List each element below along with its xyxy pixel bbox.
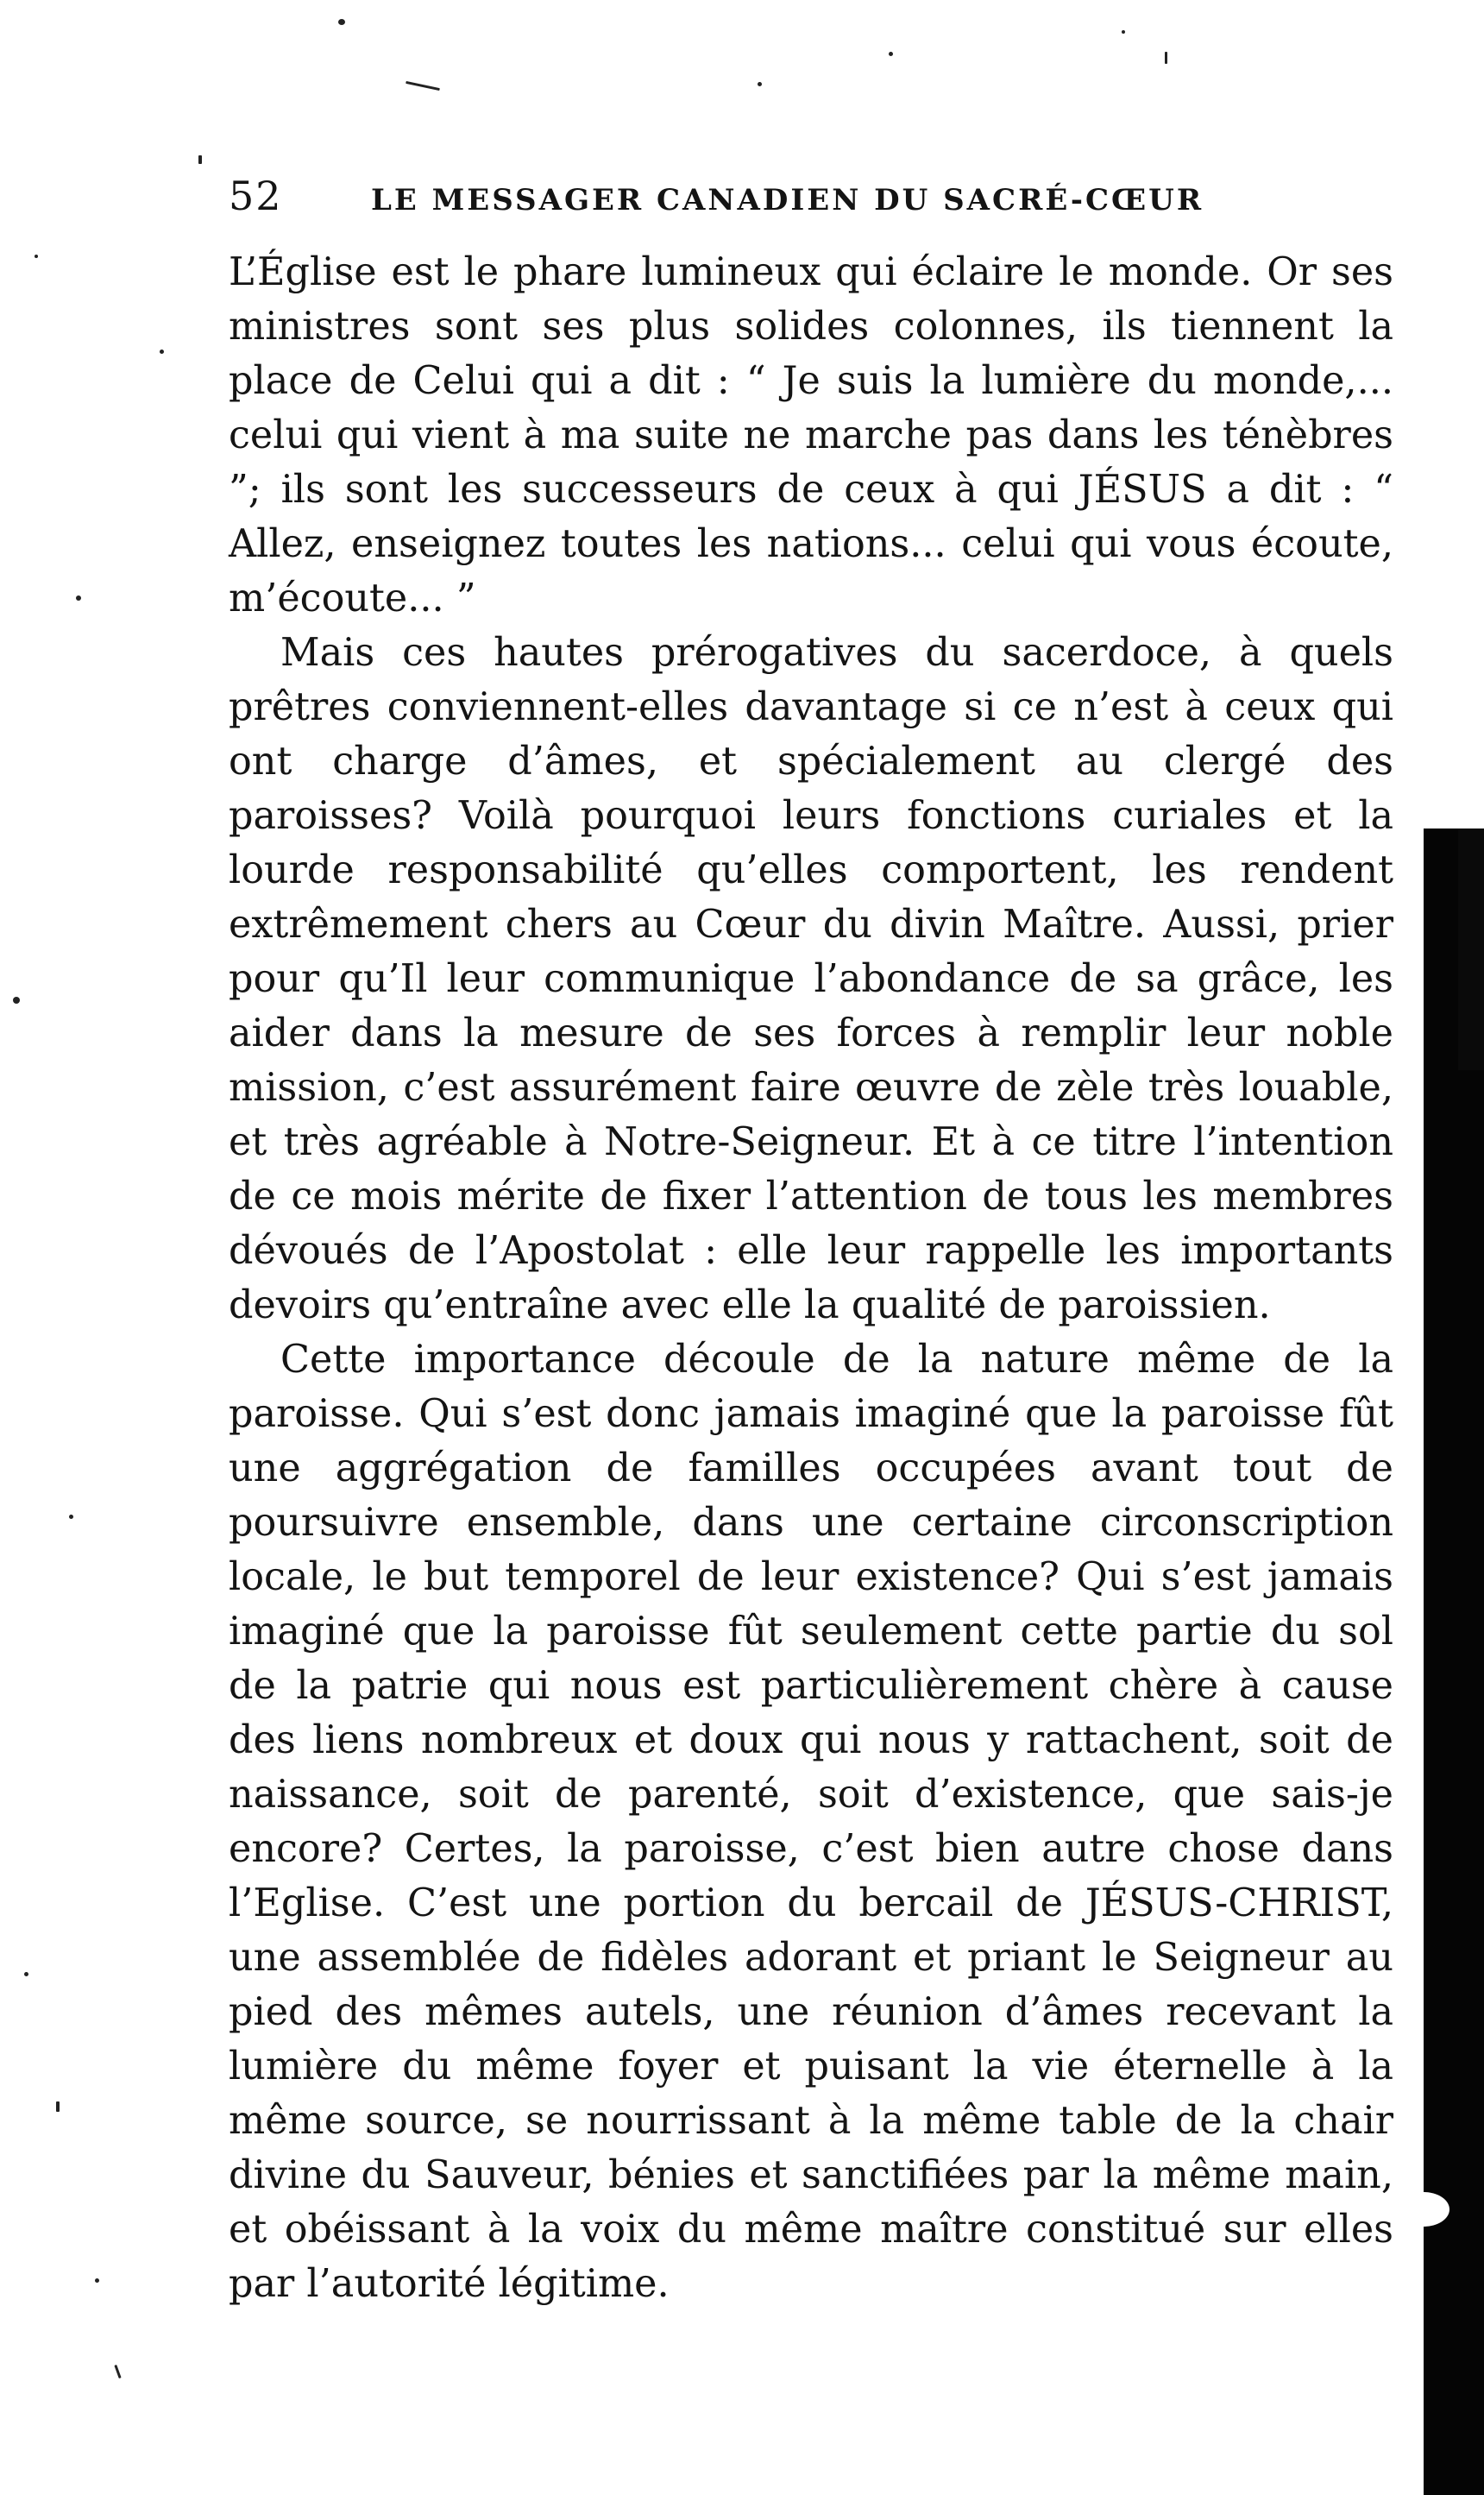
scan-speck [76,595,81,601]
scan-speck [1122,30,1125,34]
scan-shadow-upper [1458,829,1484,1070]
scan-speck [95,2278,99,2283]
scan-speck [406,81,440,91]
paragraph: Mais ces hautes prérogatives du sacerdoce, à quels prêtres conviennent-elles davantage si ce n’est à ceux qui ont charge d’âmes, et spécialement au clergé des paroisses? Voilà pourquoi leurs fonctions curiales et la lourde responsabilité qu’elles comportent, les rendent extrêmement chers au Cœur du divin Maître. Aussi, prier pour qu’Il leur communique l’abondance de sa grâce, les aider dans la mesure de ses forces à remplir leur noble mission, c’est assurément faire œuvre de zèle très louable, et très agréable à Notre-Seigneur. Et à ce titre l’intention de ce mois mérite de fixer l’attention de tous les membres dévoués de l’Apostolat : elle leur rappelle les importants devoirs qu’entraîne avec elle la qualité de paroissien. [229,631,1393,1327]
scan-speck [198,155,202,164]
scan-speck [56,2101,60,2112]
scan-speck [160,350,164,354]
running-head: LE MESSAGER CANADIEN DU SACRÉ-CŒUR [371,183,1204,217]
scan-speck [69,1515,73,1519]
scan-speck [35,255,38,258]
scan-speck [24,1972,28,1976]
paragraph: L’Église est le phare lumineux qui éclaire le monde. Or ses ministres sont ses plus solides colonnes, ils tiennent la place de Celui qui a dit : “ Je suis la lumière du monde,... celui qui vient à ma suite ne marche pas dans les ténèbres ”; ils sont les successeurs de ceux à qui JÉSUS a dit : “ Allez, enseignez toutes les nations... celui qui vous écoute, m’écoute... ” [229,250,1393,621]
scan-speck [889,52,893,56]
page-header [229,173,1393,224]
scan-speck [338,19,345,25]
scan-speck [13,997,20,1004]
scan-speck [1165,52,1167,64]
page-number: 52 [229,173,283,219]
document-page [229,173,1393,2311]
scan-shadow-bar [1424,829,1484,2495]
paragraph: Cette importance découle de la nature même de la paroisse. Qui s’est donc jamais imaginé que la paroisse fût une aggrégation de familles occupées avant tout de poursuivre ensemble, dans une certaine circonscription locale, le but temporel de leur existence? Qui s’est jamais imaginé que la paroisse fût seulement cette partie du sol de la patrie qui nous est particulièrement chère à cause des liens nombreux et doux qui nous y rattachent, soit de naissance, soit de parenté, soit d’existence, que sais-je encore? Certes, la paroisse, c’est bien autre chose dans l’Eglise. C’est une portion du bercail de JÉSUS-CHRIST, une assemblée de fidèles adorant et priant le Seigneur au pied des mêmes autels, une réunion d’âmes recevant la lumière du même foyer et puisant la vie éternelle à la même source, se nourrissant à la même table de la chair divine du Sauveur, bénies et sanctifiées par la même main, et obéissant à la voix du même maître constitué sur elles par l’autorité légitime. [229,1338,1393,2306]
scan-edge-notch [1398,2192,1449,2227]
scan-speck [758,82,762,86]
scan-speck [114,2365,121,2378]
